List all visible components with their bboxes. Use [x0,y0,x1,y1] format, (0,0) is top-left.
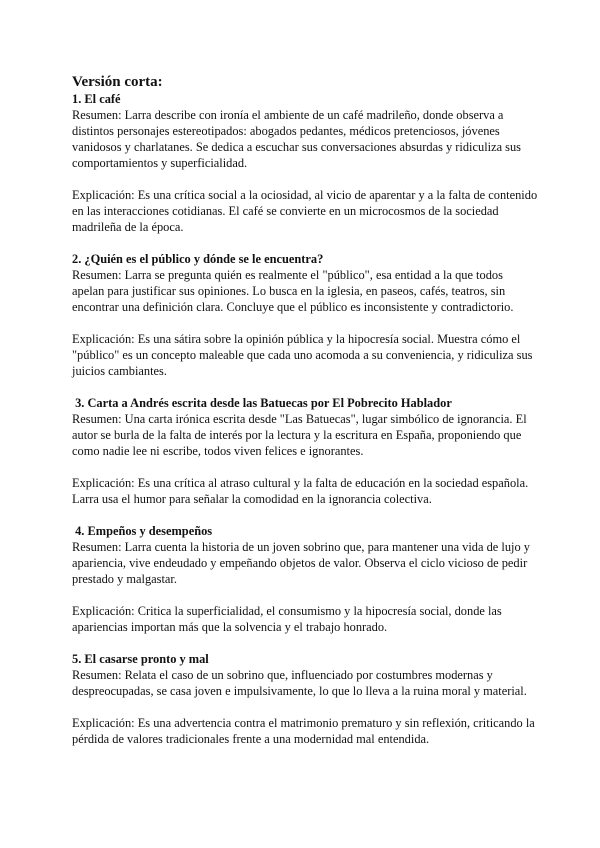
resumen-line: apelan para justificar sus opiniones. Lo busca en la iglesia, en paseos, cafés, teatros, sin [72,284,506,298]
explicacion-line: juicios cambiantes. [72,364,167,378]
resumen-line: encontrar una definición clara. Concluye que el público es inconsistente y contradictorio. [72,300,514,314]
paragraph-spacer [72,459,542,475]
resumen-line: distintos personajes estereotipados: abogados pedantes, médicos pretenciosos, jóvenes [72,124,500,138]
paragraph-spacer [72,507,542,523]
resumen-line: como nadie lee ni escribe, todos viven felices e ignorantes. [72,444,364,458]
resumen-line: Resumen: Larra se pregunta quién es realmente el "público", esa entidad a la que todos [72,268,503,282]
section-heading: 4. Empeños y desempeños [72,524,213,538]
explicacion-line: Explicación: Es una crítica al atraso cultural y la falta de educación en la sociedad española. [72,476,529,490]
paragraph-spacer [72,699,542,715]
resumen-line: apariencia, vive endeudado y empeñando objetos de valor. Observa el ciclo vicioso de pedir [72,556,528,570]
explicacion-line: "público" es un concepto maleable que cada uno acomoda a su conveniencia, y ridiculiza sus [72,348,533,362]
resumen-line: Resumen: Larra describe con ironía el ambiente de un café madrileño, donde observa a [72,108,504,122]
explicacion-line: Explicación: Es una crítica social a la ociosidad, al vicio de aparentar y a la falta de contenido [72,188,538,202]
explicacion-line: pérdida de valores tradicionales frente a una modernidad mal entendida. [72,732,430,746]
explicacion-line: Explicación: Es una advertencia contra el matrimonio prematuro y sin reflexión, criticando la [72,716,535,730]
resumen-line: prestado y malgastar. [72,572,177,586]
document-title: Versión corta: [72,74,163,90]
resumen-line: comportamientos y superficialidad. [72,156,248,170]
resumen-line: Resumen: Larra cuenta la historia de un joven sobrino que, para mantener una vida de lujo y [72,540,530,554]
paragraph-spacer [72,315,542,331]
resumen-line: vanidosos y charlatanes. Se dedica a escuchar sus conversaciones absurdas y ridiculiza sus [72,140,522,154]
section [72,651,542,747]
explicacion-line: en las interacciones cotidianas. El café se convierte en un microcosmos de la sociedad [72,204,499,218]
explicacion-line: Explicación: Es una sátira sobre la opinión pública y la hipocresía social. Muestra cómo el [72,332,521,346]
resumen-line: Resumen: Una carta irónica escrita desde "Las Batuecas", lugar simbólico de ignorancia. El [72,412,527,426]
sections-container [72,91,542,747]
paragraph-spacer [72,587,542,603]
resumen-line: Resumen: Relata el caso de un sobrino que, influenciado por costumbres modernas y [72,668,493,682]
resumen-line: despreocupadas, se casa joven e impulsivamente, lo que lo lleva a la ruina moral y material. [72,684,527,698]
document-page [72,74,542,747]
explicacion-line: Explicación: Critica la superficialidad, el consumismo y la hipocresía social, donde las [72,604,502,618]
paragraph-spacer [72,171,542,187]
explicacion-line: apariencias importan más que la solvencia y el trabajo honrado. [72,620,388,634]
section [72,523,542,651]
explicacion-line: Larra usa el humor para señalar la comodidad en la ignorancia colectiva. [72,492,432,506]
section [72,395,542,523]
paragraph-spacer [72,635,542,651]
section-heading: 3. Carta a Andrés escrita desde las Batuecas por El Pobrecito Hablador [72,396,452,410]
section-heading: 2. ¿Quién es el público y dónde se le encuentra? [72,252,324,266]
section [72,91,542,251]
resumen-line: autor se burla de la falta de interés por la lectura y la escritura en España, proponiendo que [72,428,522,442]
explicacion-line: madrileña de la época. [72,220,184,234]
section [72,251,542,395]
section-heading: 1. El café [72,92,121,106]
paragraph-spacer [72,235,542,251]
section-heading: 5. El casarse pronto y mal [72,652,209,666]
paragraph-spacer [72,379,542,395]
